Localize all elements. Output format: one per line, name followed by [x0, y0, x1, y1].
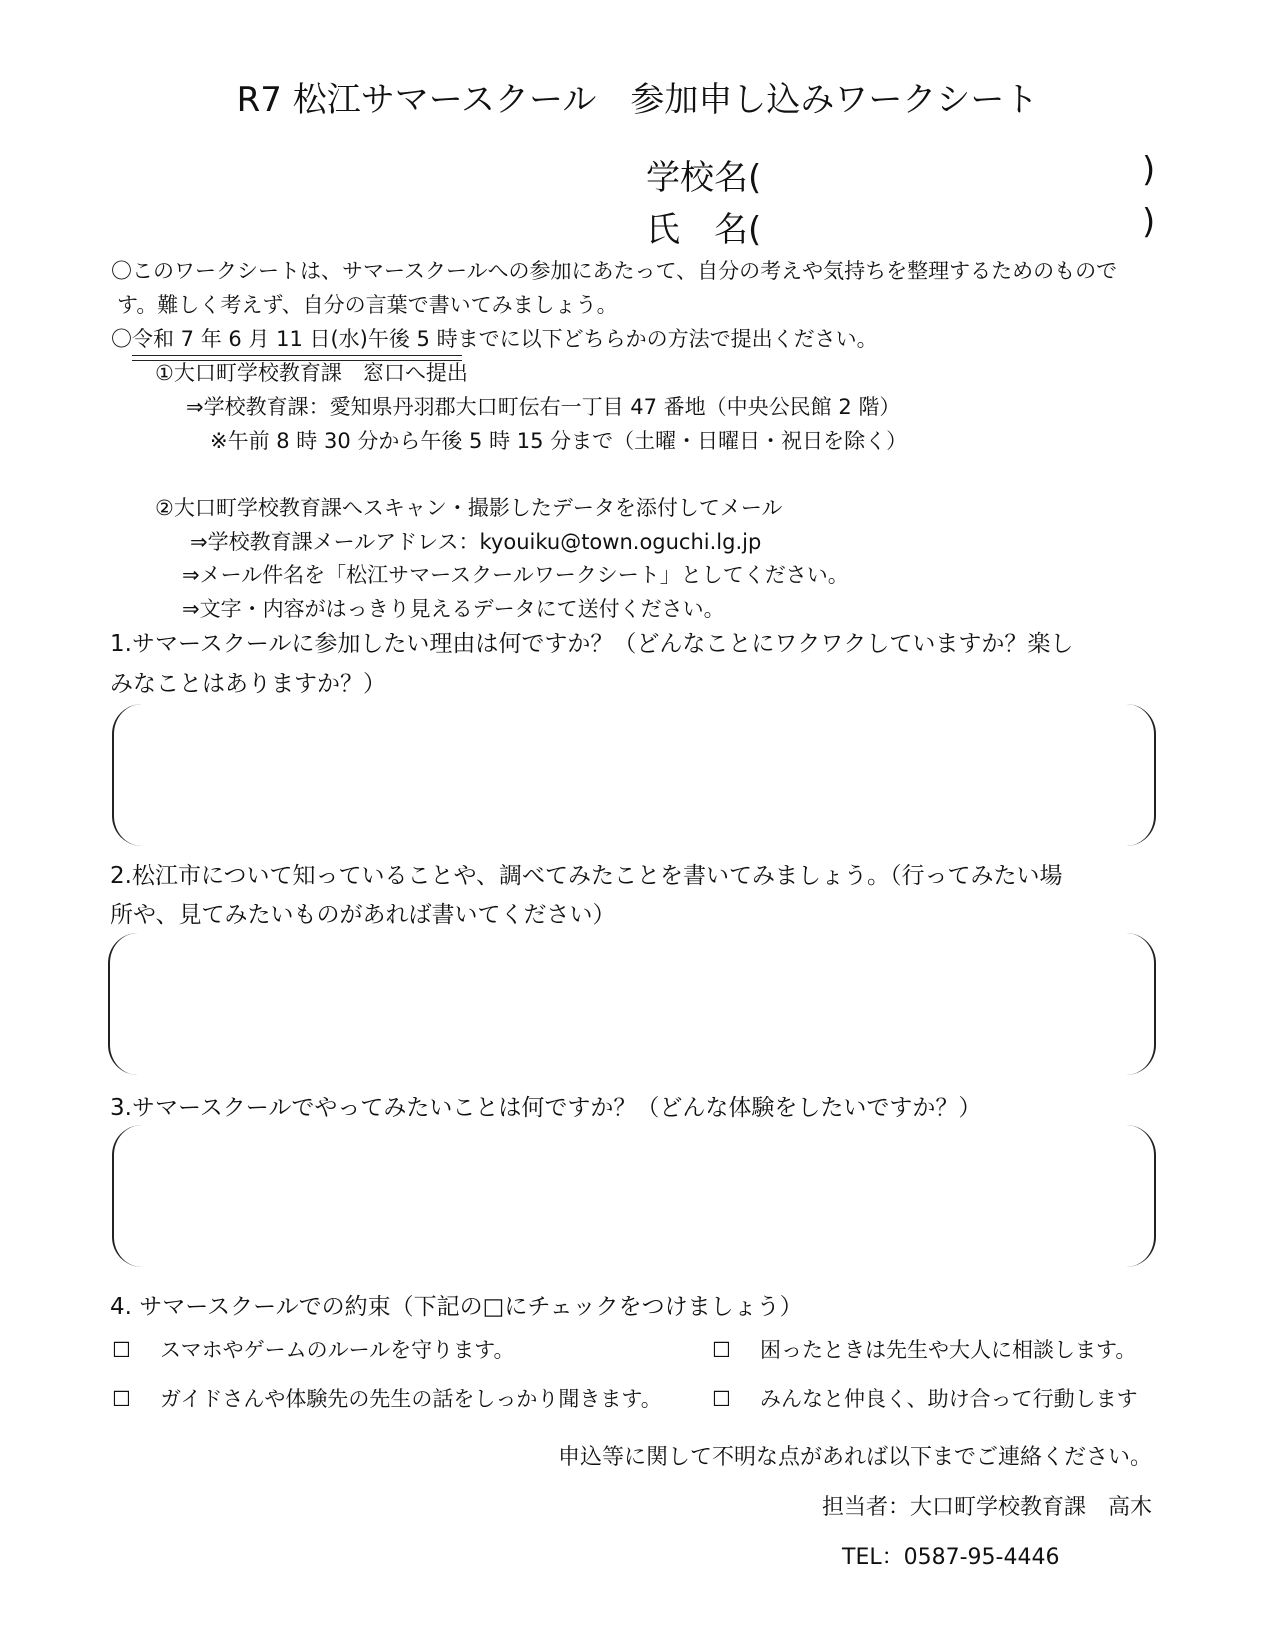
promise-item-1[interactable] [112, 1334, 514, 1364]
method-2-subject: ⇒メール件名を「松江サマースクールワークシート」としてください。 [182, 563, 849, 587]
checkbox-icon[interactable]: ☐ [712, 1387, 731, 1411]
checkbox-icon[interactable]: ☐ [112, 1338, 131, 1362]
answer-1-textarea[interactable] [112, 704, 1156, 846]
student-name-label: 氏 名( [646, 210, 762, 250]
contact-person: 担当者：大口町学校教育課 高木 [821, 1495, 1152, 1520]
promise-item-2-label: 困ったときは先生や大人に相談します。 [760, 1338, 1137, 1362]
promise-item-3-label: ガイドさんや体験先の先生の話をしっかり聞きます。 [160, 1387, 662, 1411]
inquiry-text: 申込等に関して不明な点があれば以下までご連絡ください。 [557, 1445, 1152, 1470]
checkbox-icon[interactable]: ☐ [712, 1338, 731, 1362]
method-1-title: ①大口町学校教育課 窓口へ提出 [155, 361, 468, 385]
intro-line-2: す。難しく考えず、自分の言葉で書いてみましょう。 [117, 293, 618, 317]
checkbox-icon[interactable]: ☐ [112, 1387, 131, 1411]
page-title: R7 松江サマースクール 参加申し込みワークシート [236, 80, 1039, 120]
promise-item-2[interactable] [712, 1334, 1136, 1364]
contact-tel: TEL：0587-95-4446 [842, 1545, 1060, 1570]
answer-2-textarea[interactable] [108, 933, 1156, 1075]
promise-item-4-label: みんなと仲良く、助け合って行動します [760, 1387, 1138, 1411]
deadline-text: 〇令和 7 年 6 月 11 日(水)午後 5 時までに以下どちらかの方法で提出ください。 [111, 327, 878, 351]
method-1-address: ⇒学校教育課：愛知県丹羽郡大口町伝右一丁目 47 番地（中央公民館 2 階） [186, 395, 901, 419]
question-2-line-1: 2.松江市について知っていることや、調べてみたことを書いてみましょう。（行ってみたい場 [110, 863, 1063, 889]
question-1-line-2: みなことはありますか？） [110, 671, 386, 697]
school-name-close-paren: ) [1142, 150, 1156, 190]
method-2-email: ⇒学校教育課メールアドレス：kyouiku@town.oguchi.lg.jp [190, 530, 762, 554]
school-name-field[interactable] [760, 155, 1130, 195]
question-2-line-2: 所や、見てみたいものがあれば書いてください） [110, 902, 616, 928]
promise-item-4[interactable] [712, 1383, 1138, 1413]
answer-3-textarea[interactable] [112, 1125, 1156, 1267]
promise-heading: 4. サマースクールでの約束（下記の□にチェックをつけましょう） [110, 1294, 803, 1320]
student-name-close-paren: ) [1142, 202, 1156, 242]
question-1-line-1: 1.サマースクールに参加したい理由は何ですか？（どんなことにワクワクしていますか？楽し [110, 631, 1074, 657]
method-2-note: ⇒文字・内容がはっきり見えるデータにて送付ください。 [182, 597, 725, 621]
question-3-line-1: 3.サマースクールでやってみたいことは何ですか？（どんな体験をしたいですか？） [110, 1095, 982, 1121]
method-2-title: ②大口町学校教育課へスキャン・撮影したデータを添付してメール [155, 496, 783, 520]
school-name-label: 学校名( [646, 158, 762, 198]
promise-item-1-label: スマホやゲームのルールを守ります。 [160, 1338, 515, 1362]
intro-line-1: 〇このワークシートは、サマースクールへの参加にあたって、自分の考えや気持ちを整理するためのもので [111, 259, 1118, 283]
method-1-hours: ※午前 8 時 30 分から午後 5 時 15 分まで（土曜・日曜日・祝日を除く） [210, 429, 908, 453]
student-name-field[interactable] [760, 207, 1130, 247]
promise-item-3[interactable] [112, 1383, 662, 1413]
